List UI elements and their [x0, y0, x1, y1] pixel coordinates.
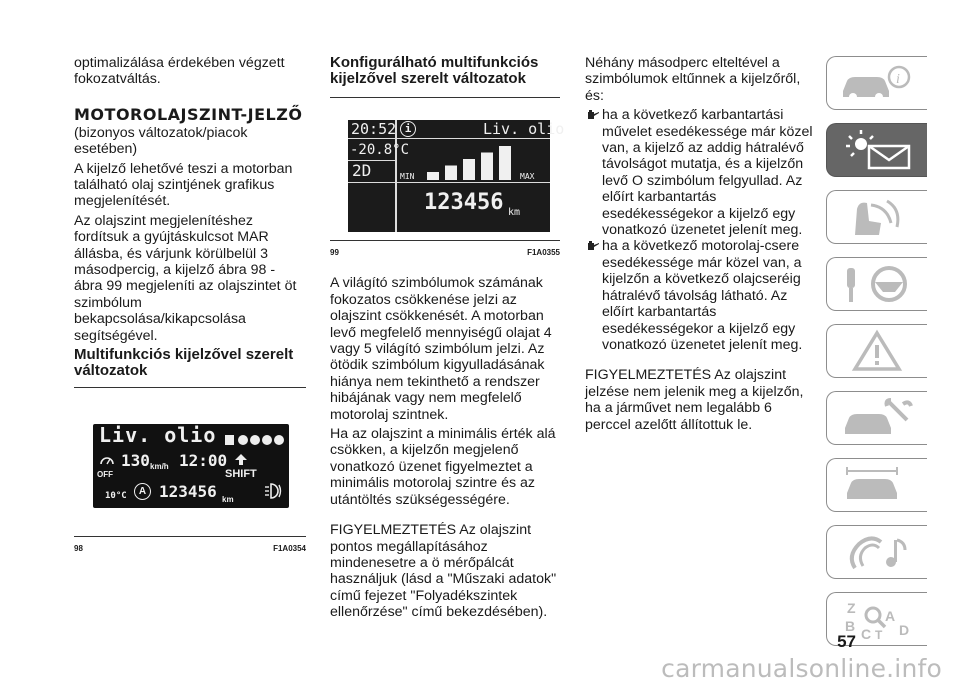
wrench-car-icon [837, 396, 917, 440]
oil-level-bar [463, 159, 475, 180]
svg-text:D: D [899, 622, 910, 638]
warning-paragraph: FIGYELMEZTETÉS Az olajszint jelzése nem jelenik meg a kijelzőn, ha a járművet nem legalább 6 perccel azelőtt állítottuk le. [585, 367, 804, 433]
section-heading-oil-level: MOTOROLAJSZINT-JELZŐ [74, 104, 303, 124]
tab-starting-driving[interactable] [826, 257, 927, 311]
bullet-text: ha a következő karbantartási művelet esedékessége már közel van, a kijelző az addig hátralévő távolságot mutatja, és a kijelzőn levő O szimbólum felgyullad. Az előírt karbantartás esedékességekor a kijelző egy vonatkozó üzenetet jelenít meg. [602, 107, 813, 239]
subheading-configurable: Konfigurálható multifunkciós kijelzővel szerelt változatok [330, 54, 539, 87]
warning-lights-icon [837, 128, 917, 172]
min-label: MIN [400, 172, 415, 181]
display-title: Liv. olio [99, 423, 217, 448]
dashboard-display-98 [93, 424, 289, 508]
oil-level-dot [274, 435, 284, 445]
svg-text:Z: Z [847, 600, 856, 616]
figure-caption-98 [74, 536, 306, 557]
oil-level-bar [445, 166, 457, 181]
gear-indicator: 2D [352, 161, 372, 180]
paragraph: Néhány másodperc elteltével a szimbólumok eltűnnek a kijelzőről, és: [585, 55, 801, 104]
tab-emergency[interactable] [826, 324, 927, 378]
oil-can-icon [585, 110, 599, 120]
paragraph: Ha az olajszint a minimális érték alá csökken, a kijelzőn megjelenő vonatkozó üzenet figyelmeztet a minimális motorolaj szintre és az utántöltés szükségességére. [330, 426, 556, 508]
bullet-text: ha a következő motorolaj-csere esedékessége már közel van, a kijelzőn a következő olajcseréig hátralévő távolság látható. Az előírt karbantartás esedékességekor a kijelző egy vonatkozó üzenetet jelenít meg. [602, 238, 803, 353]
column-right [585, 55, 821, 436]
svg-text:C: C [861, 626, 872, 641]
intro-text: optimalizálása érdekében végzett fokozatváltás. [74, 55, 285, 88]
tab-safety[interactable] [826, 190, 927, 244]
clock-time: 12:00 [179, 451, 228, 471]
oil-level-dots [225, 433, 285, 447]
warning-paragraph: FIGYELMEZTETÉS Az olajszint pontos megállapításához mindenesetre a ö mérőpálcát használjuk (lásd a "Műszaki adatok" című fejezet "Folyadékszintek ellenőrzése" című bekezdésében). [330, 522, 557, 621]
tab-multimedia[interactable] [826, 525, 927, 579]
bullet-item [585, 238, 821, 353]
column-middle [330, 54, 565, 624]
clock-time: 20:52 [351, 120, 397, 138]
info-icon: i [400, 121, 416, 137]
svg-text:A: A [885, 608, 896, 624]
page-number: 57 [837, 632, 856, 651]
paragraph: A kijelző lehetővé teszi a motorban található olaj szintjének grafikus megjelenítését. [74, 160, 293, 210]
dashboard-display-99 [348, 120, 565, 232]
shift-indicator: SHIFT [225, 468, 257, 481]
car-info-icon [837, 61, 917, 105]
figure-number: 99 [330, 248, 339, 257]
max-label: MAX [520, 172, 535, 181]
column-left [74, 55, 306, 558]
oil-level-dot [225, 435, 234, 445]
tab-warning-lights[interactable] [826, 123, 927, 177]
display-title: Liv. olio [483, 120, 565, 138]
oil-level-bar [481, 153, 493, 181]
paragraph: A világító szimbólumok számának fokozatos csökkenése jelzi az olajszint csökkenését. A motorban levő megfelelő mennyiségű olajat 4 vagy 5 világító szimbólum jelzi. Az ötödik szimbólum kigyulladásának hiánya nem tekinthető a rendszer hibájának vagy nem megfelelő motorolaj szintnek. [330, 275, 552, 423]
oil-level-bar [499, 146, 511, 180]
oil-level-dot [250, 435, 260, 445]
odometer-value: 123456 [424, 190, 504, 215]
fog-light-icon [263, 482, 285, 500]
speed-unit: km/h [150, 462, 169, 472]
bullet-item [585, 107, 821, 238]
eco-gauge-icon [99, 454, 115, 466]
tab-car-info[interactable] [826, 56, 927, 110]
figure-code: F1A0354 [273, 544, 306, 554]
seat-airbag-icon [837, 195, 917, 239]
odometer-unit: km [222, 495, 234, 505]
outside-temperature: 10°C [105, 491, 127, 502]
divider [330, 97, 560, 98]
speed-value: 130 [121, 451, 150, 471]
figure-code: F1A0355 [527, 248, 560, 257]
specs-car-icon [837, 463, 917, 507]
odometer-value: 123456 [159, 482, 217, 502]
chapter-tabs [826, 56, 926, 659]
divider [74, 387, 306, 388]
subheading-multifunction: Multifunkciós kijelzővel szerelt változatok [74, 346, 294, 380]
figure-caption-99 [330, 240, 560, 261]
figure-number: 98 [74, 544, 83, 554]
tab-technical-data[interactable] [826, 458, 927, 512]
hazard-triangle-icon [837, 329, 917, 373]
multimedia-icon [837, 530, 917, 574]
figure-99 [330, 120, 565, 232]
watermark: carmanualsonline.info [661, 654, 942, 683]
tab-maintenance[interactable] [826, 391, 927, 445]
svg-text:i: i [896, 72, 900, 87]
outside-temperature: -20.8°C [350, 142, 410, 158]
odometer-unit: km [508, 207, 521, 218]
svg-text:T: T [875, 628, 883, 641]
oil-can-icon [585, 241, 599, 251]
svg-text:B: B [845, 618, 856, 634]
auto-mode-icon: A [134, 483, 151, 500]
off-label: OFF [97, 470, 113, 480]
section-subtitle: (bizonyos változatok/piacok esetében) [74, 124, 248, 158]
oil-level-dot [262, 435, 272, 445]
key-steering-wheel-icon [837, 262, 917, 306]
figure-98 [74, 424, 306, 508]
paragraph: Az olajszint megjelenítéshez fordítsuk a gyújtáskulcsot MAR állásba, és várjunk körülbelül 3 másodpercig, a kijelző ábra 98 - ábra 99 megjeleníti az olajszintet öt szimbólum bekapcsolása/kikapcsolása segítségével. [74, 212, 297, 344]
oil-level-dot [238, 435, 248, 445]
oil-level-bar [427, 172, 439, 180]
oil-level-bars [423, 144, 518, 180]
shift-up-arrow-icon [235, 454, 247, 465]
